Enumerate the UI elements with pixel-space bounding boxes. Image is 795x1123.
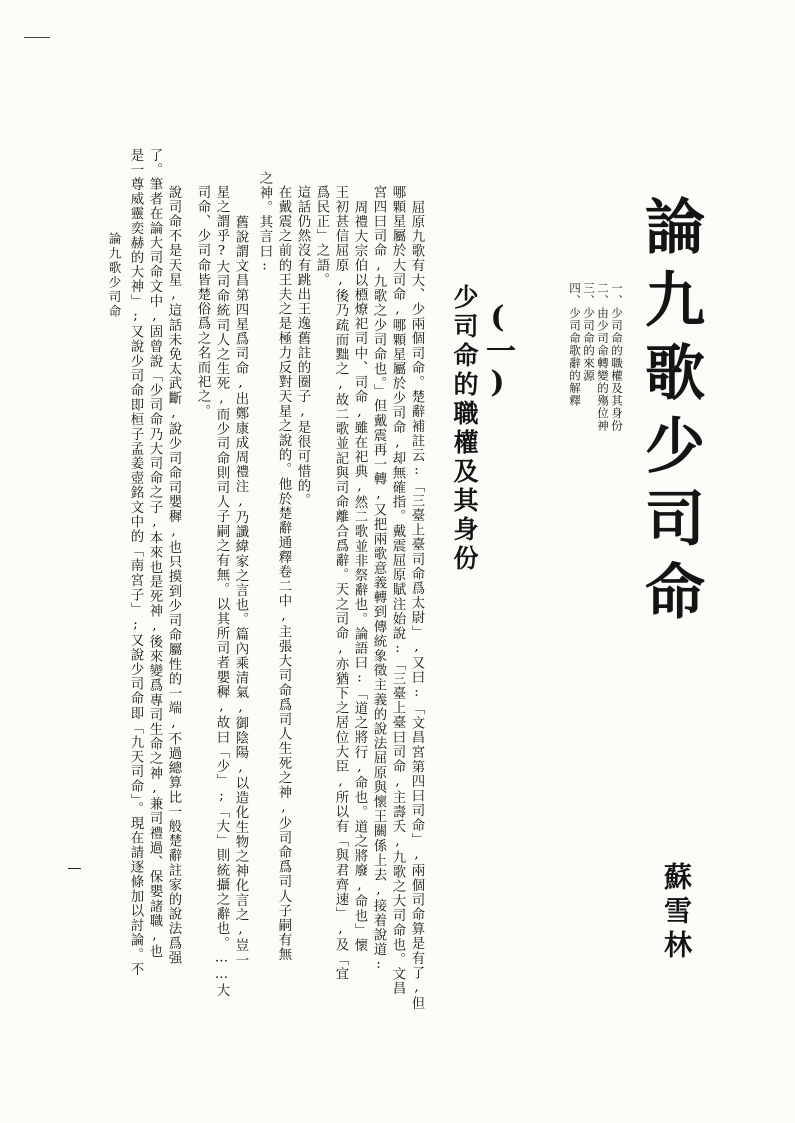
body-line: 是一尊威靈奕赫的大神」;又說少司命即桓子孟姜壺銘文中的「南宮子」;又說少司命即「九天司命」。現在請逐條加以討論。不 (128, 148, 143, 977)
toc-item: 三、少司命的來源 (582, 282, 596, 382)
body-line: 王初甚信屈原,後乃疏而黜之,故二歌並記與司命離合爲辭。天之司命,亦猶下之居位大臣,所以有「與君齊速」,及「宜 (333, 185, 348, 982)
body-line: 在戴震之前的王夫之是極力反對天星之說的。他於楚辭通釋卷二中,主張大司命爲司人生死之神,少司命爲司人子嗣有無 (276, 185, 291, 962)
body-line: 說司命不是天星,這話未免太武斷,說少司命司嬰穉,也只摸到少司命屬性的一端,不過總算比一般楚辭註家的說法爲强 (166, 185, 181, 966)
body-line: 之神。其言曰: (257, 171, 272, 275)
section-number: (一) (480, 300, 515, 400)
body-line: 這話仍然沒有跳出王逸舊註的圈子,是很可惜的。 (295, 185, 310, 508)
running-head: 論九歌少司命 (107, 232, 122, 319)
body-line: 屈原九歌有大、少兩個司命。楚辭補註云:「三臺上臺司命爲太尉」,又曰:「文昌宮第四曰司命」,兩個司命算是有了,但 (409, 200, 424, 1011)
body-line: 宮四曰司命,九歌之少司命也。」但戴震再一轉,又把兩歌意義轉到傳統象徵主義的說法屈原與懷王關係上去,接着說道: (371, 185, 386, 974)
body-line: 星之謂乎?大司命統司人之生死,而少司命則司人子嗣之有無。以其所司者嬰穉,故曰「少」;「大」則統攝之辭也。……大 (214, 185, 229, 998)
article-title: 論九歌少司命 (635, 195, 705, 633)
body-line: 爲民正」之語。 (314, 185, 329, 288)
top-rule (24, 37, 50, 38)
toc-item: 二、由少司命轉變的殤位神 (596, 282, 610, 432)
toc-item: 一、少司命的職權及其身份 (610, 282, 624, 432)
body-line: 了。筆者在論大司命文中,固曾說「少司命乃大司命之子,本來也是死神,後來變爲專司生命之神,兼司禮過、保嬰諸職,也 (147, 148, 162, 959)
body-line: 周禮大宗伯以槱燎祀司中、司命,雖在祀典,然二歌並非祭辭也。論語曰:「道之將行,命也。道之將廢,命也」懷 (352, 200, 367, 953)
body-line: 舊說謂文昌第四星爲司命,出鄭康成周禮注,乃讖緯家之言也。篇內乘清氣,御陰陽,以造化生物之神化言之,豈一 (233, 215, 248, 968)
body-line: 哪顆星屬於大司命,哪顆星屬於少司命,却無確指。戴震屈原賦注始說:「三臺上臺曰司命,主壽夭,九歌之大司命也。文昌 (390, 185, 405, 996)
section-title: 少司命的職權及其身份 (450, 284, 479, 574)
body-line: 司命、少司命皆楚俗爲之名而祀之。 (195, 185, 210, 419)
toc-item: 四、少司命歌辭的解釋 (568, 282, 582, 407)
page-number (68, 868, 81, 869)
author-name: 蘇雪林 (660, 862, 693, 964)
